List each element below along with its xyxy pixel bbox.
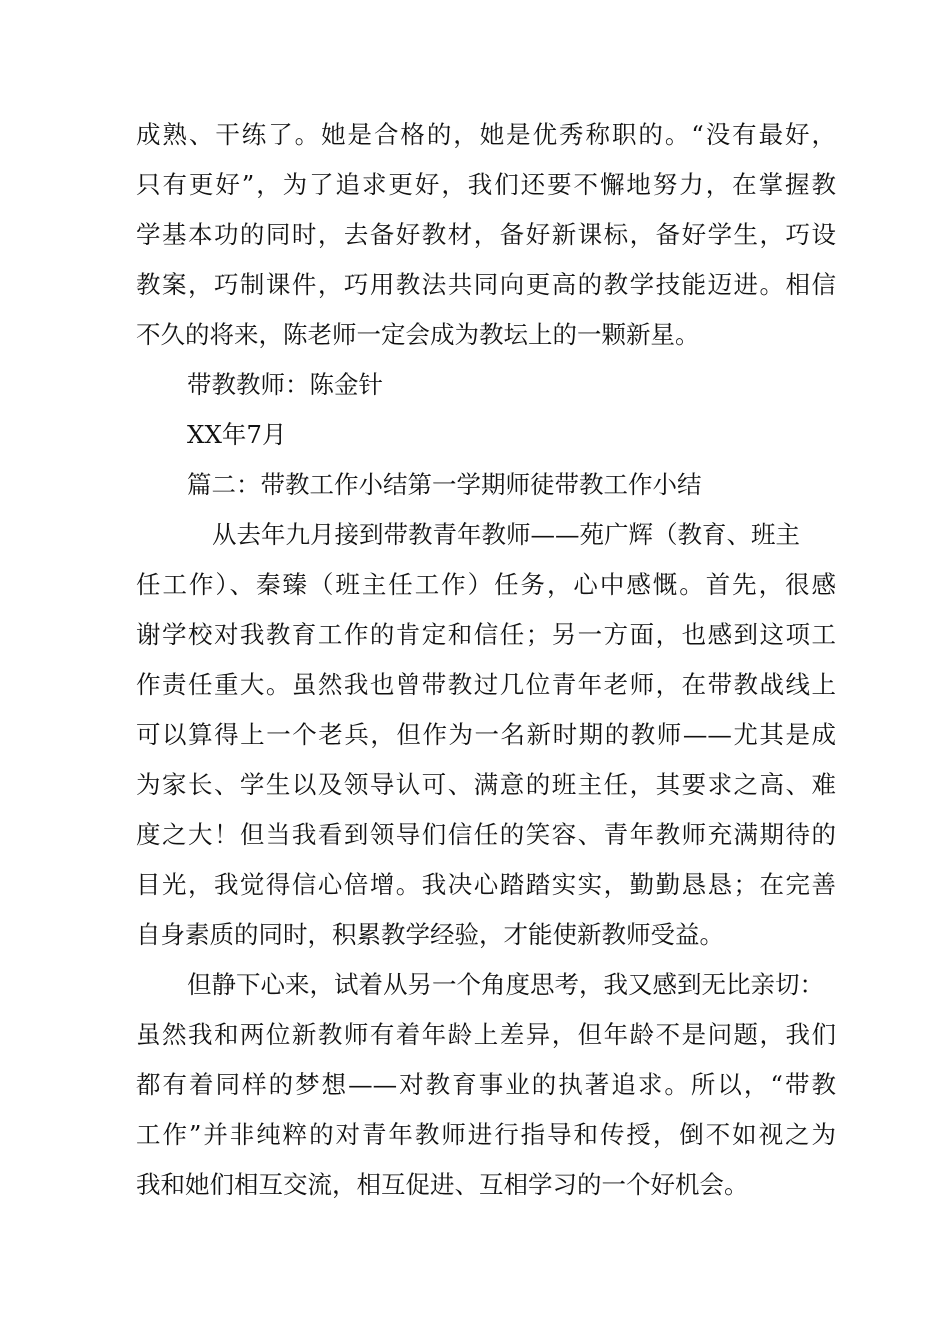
text-line: 虽然我和两位新教师有着年龄上差异，但年龄不是问题，我们 [136, 1020, 836, 1049]
text-line: 不久的将来，陈老师一定会成为教坛上的一颗新星。 [136, 320, 700, 349]
text-line: 成熟、干练了。她是合格的，她是优秀称职的。“没有最好， [136, 120, 836, 149]
text-line: 任工作）、秦臻（班主任工作）任务，心中感慨。首先，很感 [136, 570, 836, 599]
section-heading: 篇二：带教工作小结第一学期师徒带教工作小结 [187, 470, 702, 499]
text-line: 学基本功的同时，去备好教材，备好新课标，备好学生，巧设 [136, 220, 836, 249]
text-line: 作责任重大。虽然我也曾带教过几位青年老师，在带教战线上 [136, 670, 836, 699]
text-line: 为家长、学生以及领导认可、满意的班主任，其要求之高、难 [136, 770, 836, 799]
date-line: XX年7月 [187, 420, 287, 449]
signature-line: 带教教师：陈金针 [187, 370, 383, 399]
text-line: 工作”并非纯粹的对青年教师进行指导和传授，倒不如视之为 [136, 1120, 836, 1149]
text-line: 可以算得上一个老兵，但作为一名新时期的教师——尤其是成 [136, 720, 836, 749]
document-body [136, 110, 836, 1210]
text-line: 只有更好”，为了追求更好，我们还要不懈地努力，在掌握教 [136, 170, 836, 199]
text-line: 但静下心来，试着从另一个角度思考，我又感到无比亲切： [187, 970, 824, 999]
text-line: 从去年九月接到带教青年教师——苑广辉（教育、班主 [212, 520, 800, 549]
text-line: 都有着同样的梦想——对教育事业的执著追求。所以，“带教 [136, 1070, 836, 1099]
text-line: 目光，我觉得信心倍增。我决心踏踏实实，勤勤恳恳；在完善 [136, 870, 836, 899]
text-line: 度之大！但当我看到领导们信任的笑容、青年教师充满期待的 [136, 820, 836, 849]
text-line: 教案，巧制课件，巧用教法共同向更高的教学技能迈进。相信 [136, 270, 836, 299]
text-line: 我和她们相互交流，相互促进、互相学习的一个好机会。 [136, 1170, 749, 1199]
text-line: 自身素质的同时，积累教学经验，才能使新教师受益。 [136, 920, 724, 949]
text-line: 谢学校对我教育工作的肯定和信任；另一方面，也感到这项工 [136, 620, 836, 649]
